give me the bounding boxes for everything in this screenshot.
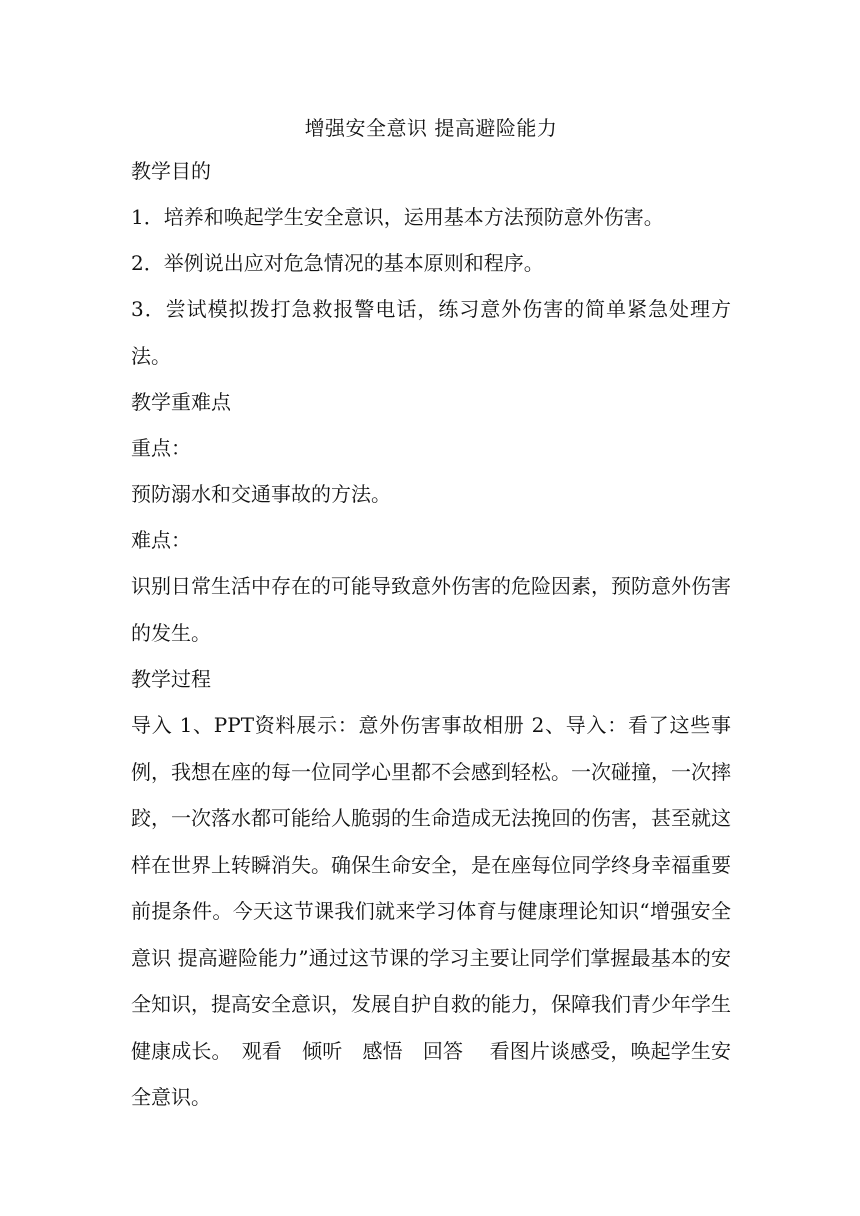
objective-item-1: 1．培养和唤起学生安全意识，运用基本方法预防意外伤害。 bbox=[131, 205, 664, 229]
difficulty-text: 识别日常生活中存在的可能导致意外伤害的危险因素，预防意外伤害的发生。 bbox=[131, 574, 731, 645]
objective-item-3: 3．尝试模拟拨打急救报警电话，练习意外伤害的简单紧急处理方法。 bbox=[131, 297, 731, 368]
section-heading-key-points: 教学重难点 bbox=[131, 390, 231, 414]
key-point-label: 重点： bbox=[131, 436, 191, 460]
section-heading-process: 教学过程 bbox=[131, 667, 211, 691]
document-page bbox=[131, 108, 731, 1121]
document-title: 增强安全意识 提高避险能力 bbox=[304, 116, 558, 140]
objective-item-2: 2．举例说出应对危急情况的基本原则和程序。 bbox=[131, 251, 544, 275]
key-point-text: 预防溺水和交通事故的方法。 bbox=[131, 482, 391, 506]
difficulty-label: 难点： bbox=[131, 528, 191, 552]
section-heading-objectives: 教学目的 bbox=[131, 159, 211, 183]
process-paragraph: 导入 1、PPT资料展示：意外伤害事故相册 2、导入：看了这些事例，我想在座的每一位同学心里都不会感到轻松。一次碰撞，一次摔跤，一次落水都可能给人脆弱的生命造成无法挽回的伤害，甚至就这样在世界上转瞬消失。确保生命安全，是在座每位同学终身幸福重要前提条件。今天这节课我们就来学习体育与健康理论知识“增强安全意识 提高避险能力”通过这节课的学习主要让同学们掌握最基本的安全知识，提高安全意识，发展自护自救的能力，保障我们青少年学生健康成长。 观看 倾听 感悟 回答 看图片谈感受，唤起学生安全意识。 bbox=[131, 713, 731, 1109]
